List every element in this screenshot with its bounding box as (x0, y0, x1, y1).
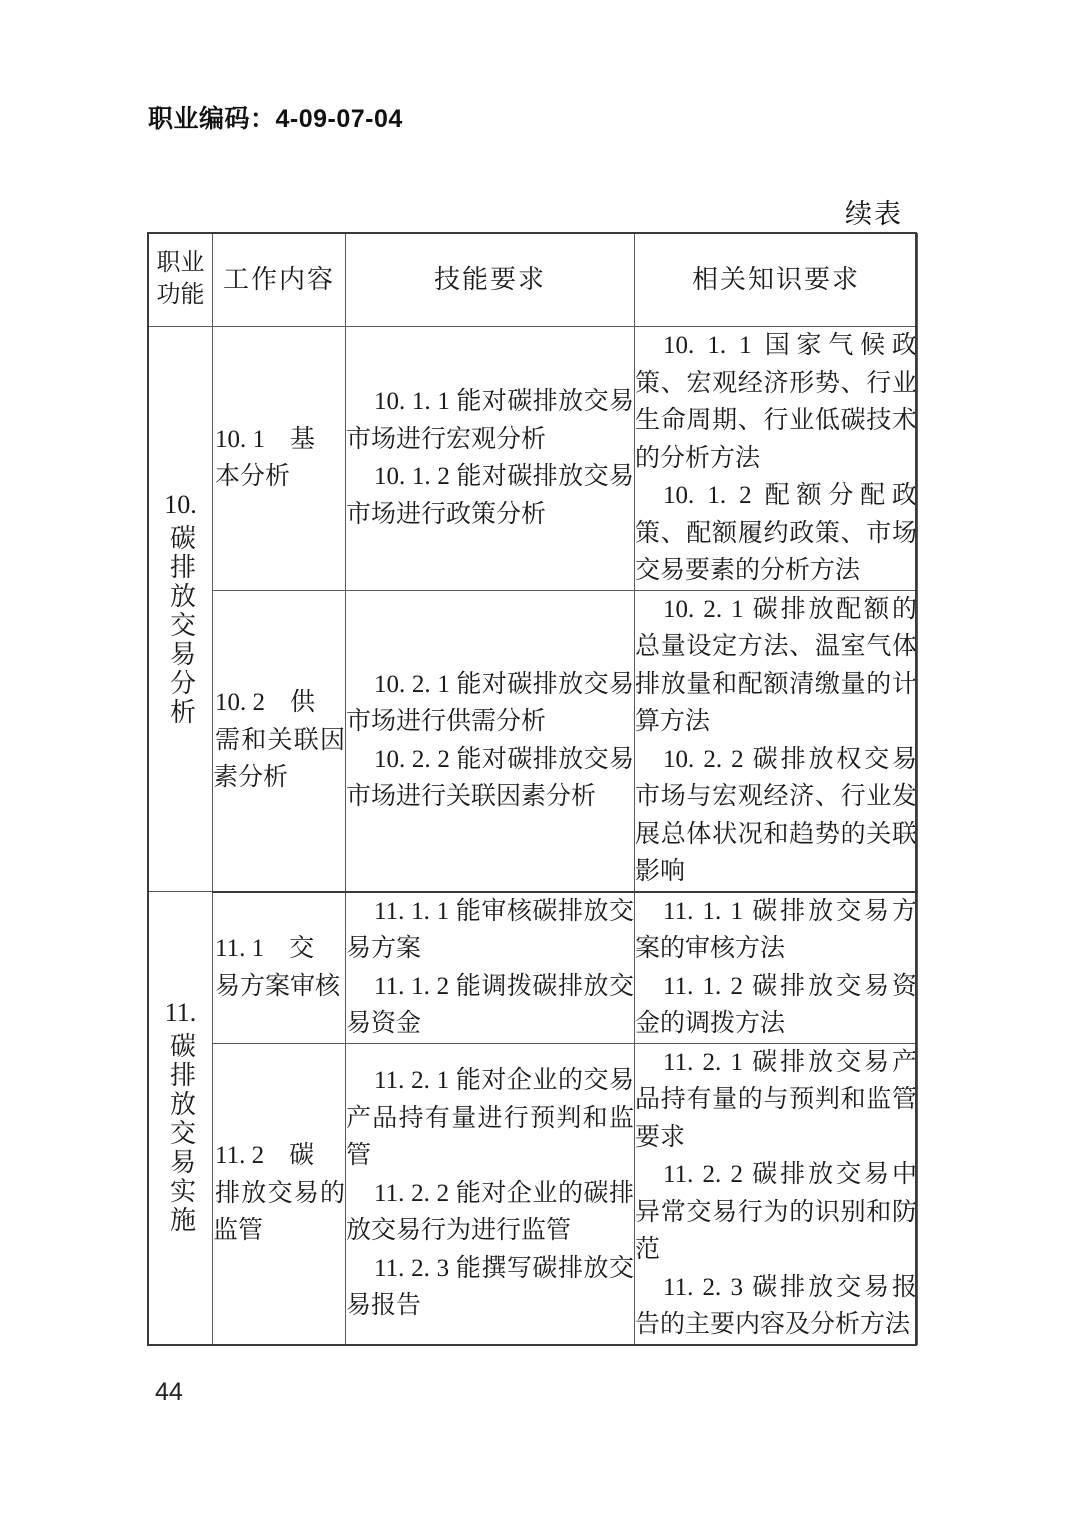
knowledge-item: 10. 2. 1 碳排放配额的总量设定方法、温室气体排放量和配额清缴量的计算方法 (635, 595, 917, 735)
skills-cell-11-1 (346, 892, 635, 1044)
occupation-spec-table-wrap (148, 233, 917, 1345)
running-head-occupation-code: 职业编码：4-09-07-04 (148, 105, 403, 133)
knowledge-item: 10. 2. 2 碳排放权交易市场与宏观经济、行业发展总体状况和趋势的关联影响 (635, 745, 917, 885)
skills-cell-10-2 (346, 590, 635, 892)
function-cell-10 (149, 327, 213, 892)
knowledge-item: 11. 2. 2 碳排放交易中异常交易行为的识别和防范 (635, 1161, 917, 1263)
skill-item: 11. 2. 2 能对企业的碳排放交易行为进行监管 (346, 1179, 634, 1245)
function-number-11: 11. (164, 998, 197, 1028)
continued-table-label: 续表 (845, 199, 903, 229)
table-row (149, 892, 918, 1044)
knowledge-cell-10-2 (635, 590, 918, 892)
work-content-11-2-line1: 11. 2 碳 (215, 1142, 315, 1170)
skill-item: 10. 1. 1 能对碳排放交易市场进行宏观分析 (346, 388, 634, 453)
skill-item: 10. 1. 2 能对碳排放交易市场进行政策分析 (346, 463, 634, 528)
header-work-content: 工作内容 (213, 234, 346, 327)
work-content-10-2-line2: 需和关联因素分析 (213, 726, 345, 792)
work-content-10-2-line1: 10. 2 供 (215, 689, 316, 717)
skill-item: 10. 2. 2 能对碳排放交易市场进行关联因素分析 (346, 745, 634, 810)
skill-item: 11. 2. 1 能对企业的交易产品持有量进行预判和监管 (346, 1067, 634, 1170)
skill-item: 10. 2. 1 能对碳排放交易市场进行供需分析 (346, 670, 634, 735)
work-content-10-2 (213, 590, 346, 892)
knowledge-cell-11-1 (635, 892, 918, 1044)
header-knowledge-requirements: 相关知识要求 (635, 234, 918, 327)
work-content-10-1-line1: 10. 1 基 (215, 425, 316, 453)
work-content-11-2 (213, 1043, 346, 1344)
knowledge-cell-10-1 (635, 327, 918, 591)
skills-cell-10-1 (346, 327, 635, 591)
work-content-11-2-line2: 排放交易的监管 (213, 1179, 345, 1245)
table-header-row (149, 234, 918, 327)
work-content-11-1-line1: 11. 1 交 (215, 935, 315, 962)
header-job-function (149, 234, 213, 327)
knowledge-item: 11. 1. 1 碳排放交易方案的审核方法 (635, 897, 917, 962)
work-content-11-1-line2: 易方案审核 (215, 972, 341, 1000)
function-number-10: 10. (164, 489, 197, 519)
table-row (149, 1043, 918, 1344)
header-skill-requirements: 技能要求 (346, 234, 635, 327)
function-name-11: 碳排放交易实施 (166, 1032, 196, 1236)
skills-cell-11-2 (346, 1043, 635, 1344)
header-job-function-line2: 功能 (156, 282, 205, 308)
function-cell-11 (149, 892, 213, 1345)
skill-item: 11. 2. 3 能撰写碳排放交易报告 (346, 1254, 634, 1320)
skill-item: 11. 1. 2 能调拨碳排放交易资金 (346, 972, 634, 1037)
page-number: 44 (155, 1378, 183, 1406)
table-row (149, 327, 918, 591)
work-content-10-1-line2: 本分析 (215, 463, 291, 491)
knowledge-item: 11. 1. 2 碳排放交易资金的调拨方法 (635, 972, 917, 1037)
header-job-function-line1: 职业 (156, 250, 205, 277)
knowledge-item: 11. 2. 3 碳排放交易报告的主要内容及分析方法 (635, 1273, 917, 1338)
occupation-spec-table (148, 233, 918, 1345)
knowledge-cell-11-2 (635, 1043, 918, 1344)
function-name-10: 碳排放交易分析 (166, 523, 196, 727)
knowledge-item: 10. 1. 1 国家气候政策、宏观经济形势、行业生命周期、行业低碳技术的分析方法 (635, 332, 917, 472)
knowledge-item: 11. 2. 1 碳排放交易产品持有量的与预判和监管要求 (635, 1048, 917, 1151)
skill-item: 11. 1. 1 能审核碳排放交易方案 (346, 897, 634, 962)
work-content-11-1 (213, 892, 346, 1044)
knowledge-item: 10. 1. 2 配额分配政策、配额履约政策、市场交易要素的分析方法 (635, 482, 917, 584)
work-content-10-1 (213, 327, 346, 591)
table-row (149, 590, 918, 892)
